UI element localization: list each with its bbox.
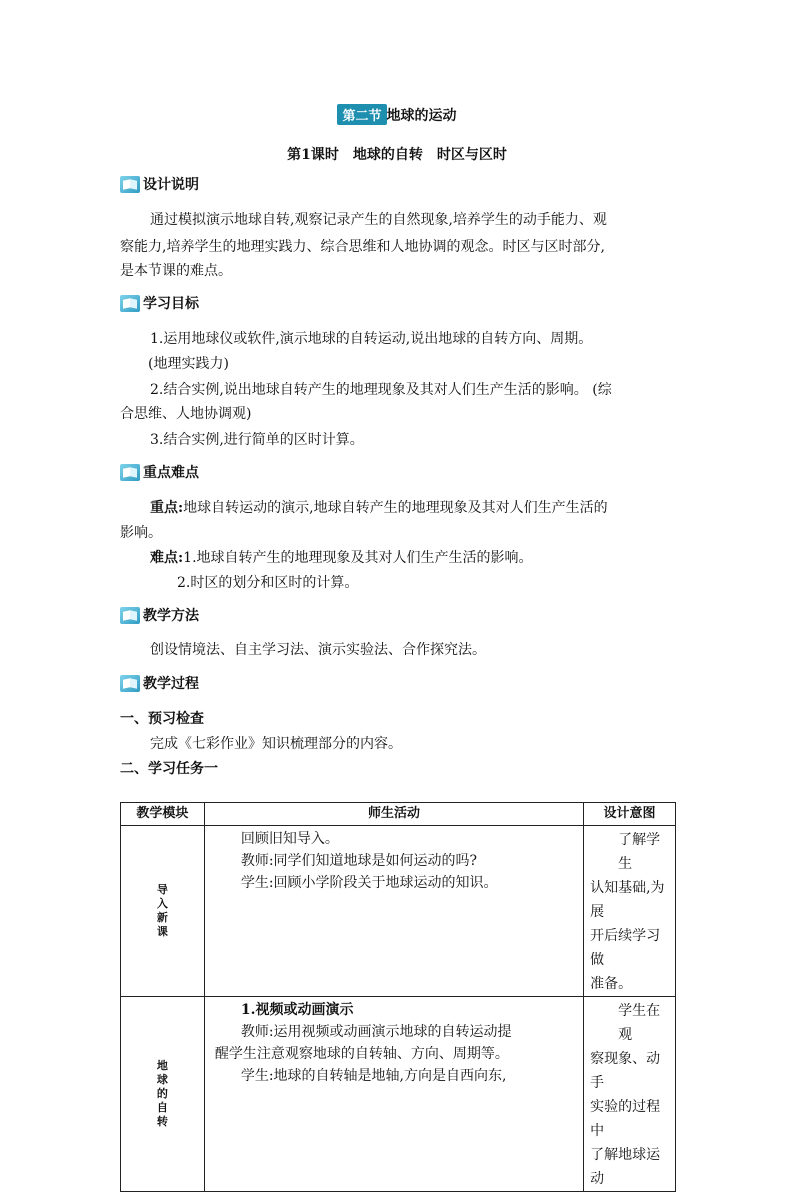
methods-heading [120,605,199,625]
goal-2a: 2.结合实例,说出地球自转产生的地理现象及其对人们生产生活的影响。 (综 [150,382,612,398]
key-point-label: 重点: [150,500,184,516]
intent-line: 学生在观 [618,1003,661,1043]
module-cell [121,997,205,1192]
keypoints-heading [120,462,199,482]
lesson-subtitle: 第1课时 地球的自转 时区与区时 [287,147,507,163]
lesson-table [120,802,676,1192]
difficulty-line-2: 2.时区的划分和区时的计算。 [177,575,359,591]
preview-check-text: 完成《七彩作业》知识梳理部分的内容。 [150,736,402,752]
intent-line: 了解学生 [618,832,661,872]
module-label: 导入新课 [156,883,168,938]
table-row [121,997,676,1192]
goals-heading [120,293,199,313]
section-badge: 第二节 [337,104,386,125]
book-icon [120,675,140,692]
activity-line: 教师:运用视频或动画演示地球的自转运动提 [240,1024,512,1040]
book-icon [120,295,140,312]
table-header-row [121,803,676,826]
module-label: 地球的自转 [156,1059,168,1128]
intent-line: 认知基础,为展 [590,880,665,920]
goals-heading-text: 学习目标 [143,296,199,312]
header-intent: 设计意图 [584,803,676,826]
process-heading-text: 教学过程 [143,676,199,692]
intent-line: 开后续学习做 [590,928,661,968]
difficulty-label: 难点: [150,550,184,566]
key-point-line-1 [150,496,608,520]
intent-line: 实验的过程中 [590,1099,661,1139]
methods-text: 创设情境法、自主学习法、演示实验法、合作探究法。 [150,642,486,658]
module-cell [121,826,205,997]
activity-line: 学生:回顾小学阶段关于地球运动的知识。 [240,875,498,891]
activity-line: 回顾旧知导入。 [240,831,339,847]
methods-heading-text: 教学方法 [143,608,199,624]
activity-line: 醒学生注意观察地球的自转轴、方向、周期等。 [214,1046,509,1062]
goal-3: 3.结合实例,进行简单的区时计算。 [150,432,364,448]
difficulty-text-1: 1.地球自转产生的地理现象及其对人们生产生活的影响。 [183,550,533,566]
table-row [121,826,676,997]
intent-line: 了解地球运动 [590,1147,661,1187]
intent-cell [584,826,676,997]
preview-check-title: 一、预习检查 [120,711,204,727]
intent-line: 察现象、动手 [590,1051,661,1091]
design-line-2: 察能力,培养学生的地理实践力、综合思维和人地协调的观念。时区与区时部分, [120,239,605,255]
activity-line: 教师:同学们知道地球是如何运动的吗? [240,853,478,869]
book-icon [120,464,140,481]
key-point-text: 地球自转运动的演示,地球自转产生的地理现象及其对人们生产生活的 [183,500,608,516]
design-heading [120,174,199,194]
design-heading-text: 设计说明 [143,177,199,193]
key-point-line-2: 影响。 [120,525,162,541]
design-line-3: 是本节课的难点。 [120,263,232,279]
keypoints-heading-text: 重点难点 [143,465,199,481]
activity-line: 学生:地球的自转轴是地轴,方向是自西向东, [240,1068,507,1084]
design-line-1: 通过模拟演示地球自转,观察记录产生的自然现象,培养学生的动手能力、观 [150,212,607,228]
section-title-text: 地球的运动 [386,108,457,124]
intent-line: 准备。 [590,976,633,992]
activity-cell [204,997,583,1192]
activity-cell [204,826,583,997]
book-icon [120,607,140,624]
process-heading [120,673,199,693]
goal-2b: 合思维、人地协调观) [120,406,252,422]
header-activity: 师生活动 [204,803,583,826]
difficulty-line-1 [150,546,533,570]
activity-line: 1.视频或动画演示 [240,1002,354,1018]
task-one-title: 二、学习任务一 [120,761,218,777]
goal-1b: (地理实践力) [148,356,229,372]
book-icon [120,176,140,193]
intent-cell [584,997,676,1192]
header-module: 教学模块 [121,803,205,826]
goal-1a: 1.运用地球仪或软件,演示地球的自转运动,说出地球的自转方向、周期。 [150,331,593,347]
section-title [0,104,794,125]
